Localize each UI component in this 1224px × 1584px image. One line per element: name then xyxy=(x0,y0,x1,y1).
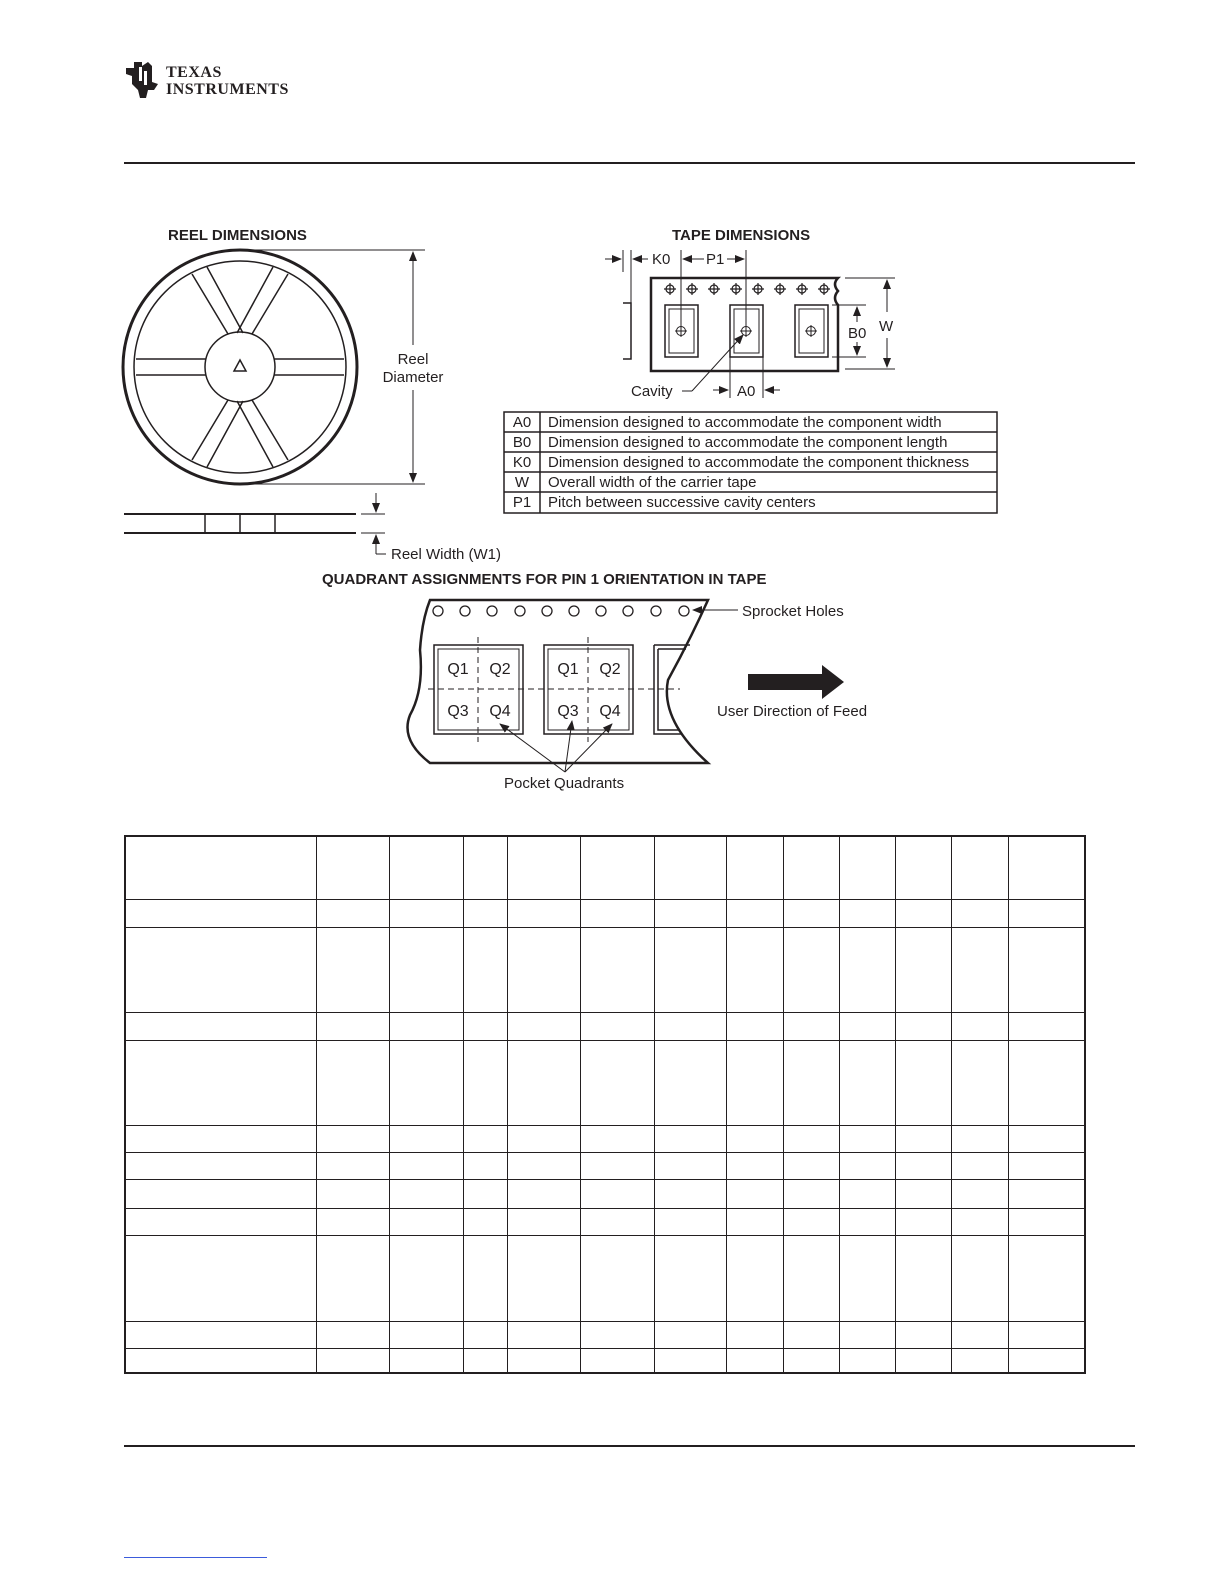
quad-q2-a: Q2 xyxy=(489,661,511,678)
legend-code-4: P1 xyxy=(512,494,532,511)
legend-code-2: K0 xyxy=(512,454,532,471)
tape-drawing xyxy=(605,250,895,398)
legend-desc-0: Dimension designed to accommodate the component width xyxy=(548,414,942,431)
legend-desc-1: Dimension designed to accommodate the component length xyxy=(548,434,948,451)
legend-code-0: A0 xyxy=(512,414,532,431)
tape-title: TAPE DIMENSIONS xyxy=(672,227,811,244)
table-header-row xyxy=(125,836,1085,900)
quad-q3-a: Q3 xyxy=(447,703,469,720)
logo-line-1: TEXAS xyxy=(166,64,222,81)
legend-code-3: W xyxy=(514,474,530,491)
table-row xyxy=(125,1208,1085,1235)
quad-q2-b: Q2 xyxy=(599,661,621,678)
table-row xyxy=(125,1322,1085,1349)
quad-q4-b: Q4 xyxy=(599,703,621,720)
logo-line-2: INSTRUMENTS xyxy=(166,81,289,98)
legend-desc-4: Pitch between successive cavity centers xyxy=(548,494,816,511)
tape-b0-label: B0 xyxy=(848,325,867,342)
table-row xyxy=(125,1012,1085,1040)
quadrant-labels xyxy=(447,661,620,720)
packaging-table xyxy=(124,835,1086,1374)
table-row xyxy=(125,1041,1085,1126)
tape-legend-rows xyxy=(513,414,969,511)
reel-diameter-label-2: Diameter xyxy=(382,369,444,386)
reel-width-label: Reel Width (W1) xyxy=(391,546,502,563)
sprocket-holes-label: Sprocket Holes xyxy=(742,603,844,620)
quadrant-title: QUADRANT ASSIGNMENTS FOR PIN 1 ORIENTATION IN TAPE xyxy=(322,571,767,588)
tape-a0-label: A0 xyxy=(737,383,756,400)
reel-title: REEL DIMENSIONS xyxy=(168,227,307,244)
feed-arrow-icon xyxy=(748,665,844,699)
quad-q1-a: Q1 xyxy=(447,661,469,678)
pocket-quadrants-label: Pocket Quadrants xyxy=(504,775,625,792)
tape-cavity-label: Cavity xyxy=(631,383,673,400)
tape-w-label: W xyxy=(879,318,894,335)
table-row xyxy=(125,900,1085,927)
table-row xyxy=(125,927,1085,1012)
table-row xyxy=(125,1349,1085,1373)
quadrant-drawing xyxy=(408,600,739,772)
legend-desc-3: Overall width of the carrier tape xyxy=(548,474,757,491)
quad-q3-b: Q3 xyxy=(557,703,579,720)
reel-drawing xyxy=(123,250,425,554)
feed-direction-label: User Direction of Feed xyxy=(717,703,868,720)
table-row xyxy=(125,1180,1085,1208)
quad-q1-b: Q1 xyxy=(557,661,579,678)
legend-code-1: B0 xyxy=(512,434,532,451)
tape-p1-label: P1 xyxy=(706,251,725,268)
quad-q4-a: Q4 xyxy=(489,703,511,720)
tape-k0-label: K0 xyxy=(652,251,671,268)
table-row xyxy=(125,1153,1085,1180)
table-row xyxy=(125,1236,1085,1322)
legend-desc-2: Dimension designed to accommodate the component thickness xyxy=(548,454,970,471)
reel-diameter-label-1: Reel xyxy=(397,351,429,368)
table-row xyxy=(125,1125,1085,1152)
